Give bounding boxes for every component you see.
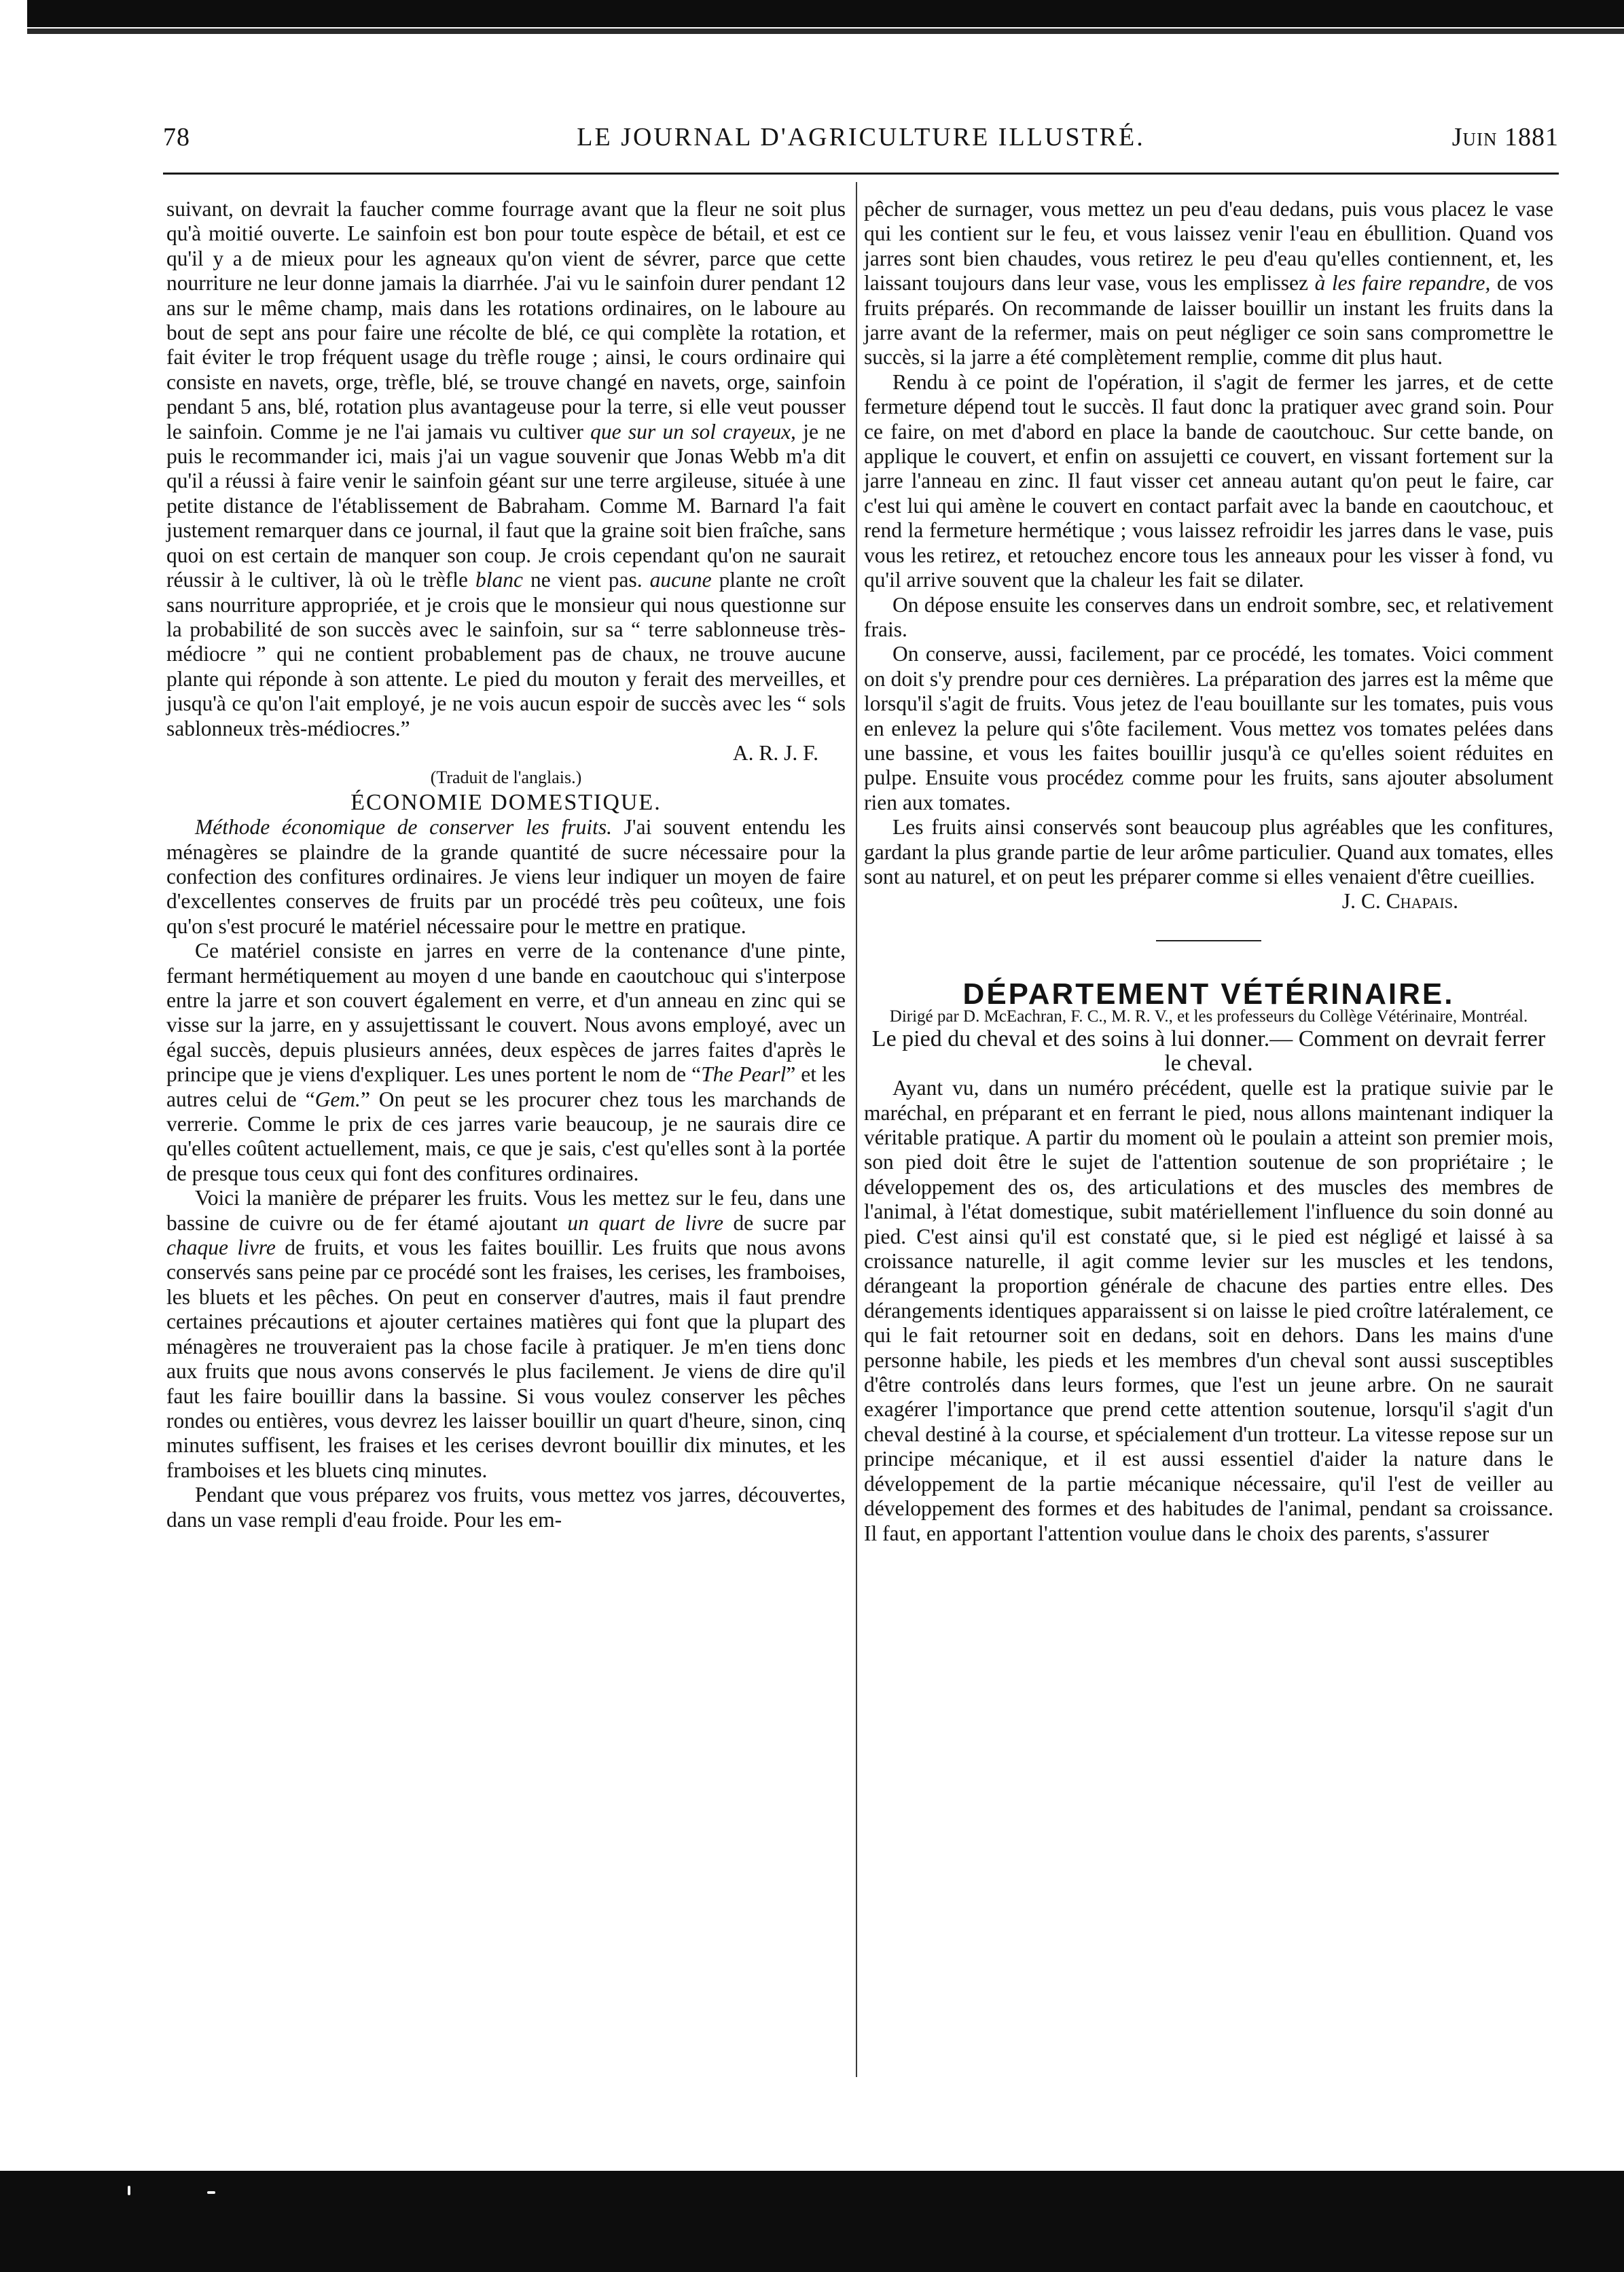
directed-by-note: Dirigé par D. McEachran, F. C., M. R. V., et les professeurs du Collège Vétérinaire, Montréal. — [889, 1007, 1528, 1026]
scan-top-border — [0, 0, 1624, 27]
pearl-italic: The Pearl — [701, 1062, 787, 1087]
article-title-pied-cheval: Le pied du cheval et des soins à lui donner.— Comment on devrait ferrer le cheval. — [871, 1026, 1546, 1077]
page-number: 78 — [163, 123, 190, 151]
issue-date: Juin 1881 — [1451, 123, 1559, 151]
materiel-text-c: ” On peut se les procurer chez tous les marchands de verrerie. Comme le prix de ces jarres varie beaucoup, je ne saurais dire ce qu'elles coûtent actuellement, mais, ce que je sais, c'est qu'elles sont à la portée de presque tous ceux qui font des confitures ordinaires. — [166, 1087, 846, 1185]
section-separator — [1156, 940, 1261, 941]
sainfoin-paragraph — [166, 197, 846, 741]
conclusion-paragraph: Les fruits ainsi conservés sont beaucoup plus agréables que les confitures, gardant la plus grande partie de leur arôme particulier. Quand aux tomates, elles sont au naturel, et on peut les préparer comme si elles venaient d'être cueillies. — [864, 815, 1553, 888]
materiel-text-b: ” et les autres celui de “ — [166, 1062, 846, 1111]
materiel-text-a: Ce matériel consiste en jarres en verre de la contenance d'une pinte, fermant hermétiquement au moyen d une bande en caoutchouc qui s'interpose entre la jarre et son couvert également en verre, et d'un anneau en zinc qui se visse sur la jarre, en y assujettissant le couvert. Nous avons employé, avec un égal succès, depuis plusieurs années, deux espèces de jarres faites d'après le principe que je viens d'expliquer. Les unes portent le nom de “ — [166, 939, 846, 1087]
pied-cheval-paragraph: Ayant vu, dans un numéro précédent, quelle est la pratique suivie par le maréchal, en préparant et en ferrant le pied, nous allons maintenant indiquer la véritable pratique. A partir du moment où le poulain a atteint son premier mois, son pied doit être le sujet de l'attention soutenue de son propriétaire ; le développement des os, des articulations et des muscles des membres de l'animal, à l'état domestique, subit matériellement l'influence du soin donné au pied. C'est ainsi qu'il est constaté que, si le pied est négligé et laissé à sa croissance naturelle, il agit comme levier sur les muscles et les tendons, dérangeant la proportion générale de chacune des parties entre elles. Des dérangements identiques apparaissent si on laisse le pied croître latéralement, ce qui le fait retourner soit en dedans, soit en dehors. Dans les mains d'une personne habile, les pieds et les membres d'un cheval sont aussi susceptibles d'être controlés dans leurs formes, que l'est un jeune arbre. On ne saurait exagérer l'importance que prend cette attention soutenue, lorsqu'il s'agit d'un cheval destiné à la course, et spécialement d'un trotteur. La vitesse repose sur un principe mécanique, et il est aussi essentiel d'aider la nature dans le développement de la partie mécanique nécessaire, qu'il l'est de veiller au développement des formes et des habitudes de l'animal, pendant sa croissance. Il faut, en apportant l'attention voulue dans le choix des parents, s'assurer — [864, 1076, 1553, 1545]
scan-speck — [207, 2191, 215, 2194]
fermeture-paragraph: Rendu à ce point de l'opération, il s'agit de fermer les jarres, et de cette fermeture dépend tout le succès. Il faut donc la pratiquer avec grand soin. Pour ce faire, on met d'abord en place la bande de caoutchouc. Sur cette bande, on applique le couvert, et enfin on assujetti ce couvert, en vissant fortement sur la jarre l'anneau en zinc. Il faut visser cet anneau autant qu'on peut le faire, car c'est lui qui amène le couvert en contact parfait avec la bande en caoutchouc, et rend la fermeture hermétique ; vous laissez refroidir les jarres dans le vase, puis vous les retirez, et retouchez encore tous les anneaux pour les visser à fond, vu qu'il arrive souvent que la chaleur les fait se dilater. — [864, 369, 1553, 592]
method-heading-italic: Méthode économique de conserver les fruits. — [195, 815, 612, 840]
sainfoin-italic-3: aucune — [649, 568, 712, 592]
scan-left-gutter — [0, 0, 27, 2272]
right-column — [864, 197, 1553, 1546]
preparation-text-c: de fruits, et vous les faites bouillir. Les fruits que nous avons conservés sans peine par ce procédé sont les fraises, les cerises, les framboises, les bluets et les pêches. On peut en conserver d'autres, mais il faut prendre certaines précautions et ajouter certaines matières qui font que la plupart des ménagères ne trouveraient pas la chose facile à pratiquer. Je m'en tiens donc aux fruits que nous avons conservés le plus facilement. Je viens de dire qu'il faut les faire bouillir dans la bassine. Si vous voulez conserver les pêches rondes ou entières, vous devrez les laisser bouillir un quart d'heure, sinon, cinq minutes suffisent, les fraises et les cerises devront bouillir dix minutes, et les framboises et les bluets cinq minutes. — [166, 1236, 846, 1482]
materiel-paragraph — [166, 939, 846, 1186]
economie-intro-paragraph — [166, 815, 846, 939]
signature-arjf: A. R. J. F. — [732, 740, 818, 765]
gem-italic: Gem. — [314, 1087, 361, 1111]
economie-para-1: J'ai souvent entendu les ménagères se plaindre de la grande quantité de sucre nécessaire pour la confection des confitures ordinaires. Je viens leur indiquer un moyen de faire d'excellentes conserves de fruits par un procédé très peu coûteux, une fois qu'on s'est procuré le matériel nécessaire pour le mettre en pratique. — [166, 815, 846, 938]
sainfoin-text-1: suivant, on devrait la faucher comme fourrage avant que la fleur ne soit plus qu'à moitié ouverte. Le sainfoin est bon pour toute espèce de bétail, et est ce qu'il y a de mieux pour les agneaux qu'on vient de sévrer, parce que cette nourriture ne leur donne jamais la diarrhée. J'ai vu le sainfoin durer pendant 12 ans sur le même champ, mais dans les rotations ordinaires, on le laboure au bout de sept ans pour faire une récolte de blé, ce qui complète la rotation, et fait éviter le trop fréquent usage du trèfle rouge ; ainsi, le cours ordinaire qui consiste en navets, orge, trèfle, blé, se trouve changé en navets, orge, sainfoin pendant 5 ans, blé, rotation plus avantageuse pour la terre, si elle veut pousser le sainfoin. Comme je ne l'ai jamais vu cultiver — [166, 197, 846, 444]
continuation-text-b: de vos fruits préparés. On recommande de laisser bouillir un instant les fruits dans la jarre avant de la refermer, mais on peut négliger ce soin sans compromettre le succès, si la jarre a été complètement remplie, comme dit plus haut. — [864, 271, 1554, 369]
preparation-paragraph — [166, 1186, 846, 1483]
continuation-paragraph — [864, 197, 1553, 370]
preparation-text-b: de sucre par — [733, 1210, 846, 1235]
depot-paragraph: On dépose ensuite les conserves dans un endroit sombre, sec, et relativement frais. — [864, 592, 1553, 641]
tomates-paragraph: On conserve, aussi, facilement, par ce procédé, les tomates. Voici comment on doit s'y prendre pour ces dernières. La préparation des jarres est la même que lorsqu'il s'agit de fruits. Vous jetez de l'eau bouillante sur les tomates, puis vous en enlevez la pelure qui s'ôte facilement. Vous mettez vos tomates pelées dans une bassine, et vous les faites bouillir jusqu'à ce qu'elles soient réduites en pulpe. Ensuite vous procédez comme pour les fruits, sans ajouter absolument rien aux tomates. — [864, 642, 1553, 814]
quart-livre-italic: un quart de livre — [567, 1210, 723, 1235]
scan-bottom-border — [0, 2171, 1624, 2272]
column-divider — [856, 182, 857, 2077]
left-column — [166, 197, 846, 1532]
chaque-livre-italic: chaque livre — [166, 1236, 276, 1260]
scan-top-shadow — [27, 29, 1624, 34]
translation-note: (Traduit de l'anglais.) — [430, 768, 582, 788]
signature-chapais: J. C. Chapais. — [1341, 889, 1458, 914]
journal-title: LE JOURNAL D'AGRICULTURE ILLUSTRÉ. — [577, 123, 1145, 151]
section-title-veterinaire: DÉPARTEMENT VÉTÉRINAIRE. — [962, 977, 1455, 1011]
sainfoin-text-4: plante ne croît sans nourriture appropriée, et je crois que le monsieur qui nous questionne sur la probabilité de son succès avec le sainfoin, sur sa “ terre sablonneuse très-médiocre ” qui ne contient probablement pas de chaux, ne trouve aucune plante qui réponde à son attente. Le pied du mouton y ferait des merveilles, et jusqu'à ce qu'on l'ait employé, je ne vois aucun espoir de succès avec les “ sols sablonneux très-médiocres.” — [166, 568, 846, 740]
sainfoin-italic-2: blanc — [475, 568, 523, 592]
scan-speck — [128, 2186, 130, 2195]
section-title-economie: ÉCONOMIE DOMESTIQUE. — [350, 789, 662, 815]
header-rule — [163, 173, 1559, 175]
jarres-paragraph: Pendant que vous préparez vos fruits, vous mettez vos jarres, découvertes, dans un vase rempli d'eau froide. Pour les em- — [166, 1483, 846, 1532]
repandre-italic: à les faire repandre, — [1314, 271, 1491, 295]
sainfoin-text-2: je ne puis le recommander ici, mais j'ai un vague souvenir que Jonas Webb m'a dit qu'il a réussi à faire venir le sainfoin géant sur une terre argileuse, située à une petite distance de l'établissement de Babraham. Comme M. Barnard l'a fait justement remarquer dans ce journal, il faut que la graine soit bien fraîche, sans quoi on est certain de manquer son coup. Je crois cependant qu'on ne saurait réussir à le cultiver, là où le trèfle — [166, 419, 846, 592]
preparation-text-a: Voici la manière de préparer les fruits. Vous les mettez sur le feu, dans une bassine de cuivre ou de fer étamé ajoutant — [166, 1186, 846, 1235]
continuation-text-a: pêcher de surnager, vous mettez un peu d'eau dedans, puis vous placez le vase qui les contient sur le feu, et vous laissez venir l'eau en ébullition. Quand vos jarres sont bien chaudes, vous retirez le peu d'eau qu'elles contiennent, et, les laissant toujours dans leur vase, vous les emplissez — [864, 197, 1553, 295]
page-header — [163, 122, 1559, 160]
sainfoin-italic-1: que sur un sol crayeux, — [590, 419, 796, 444]
sainfoin-text-3: ne vient pas. — [530, 568, 643, 592]
